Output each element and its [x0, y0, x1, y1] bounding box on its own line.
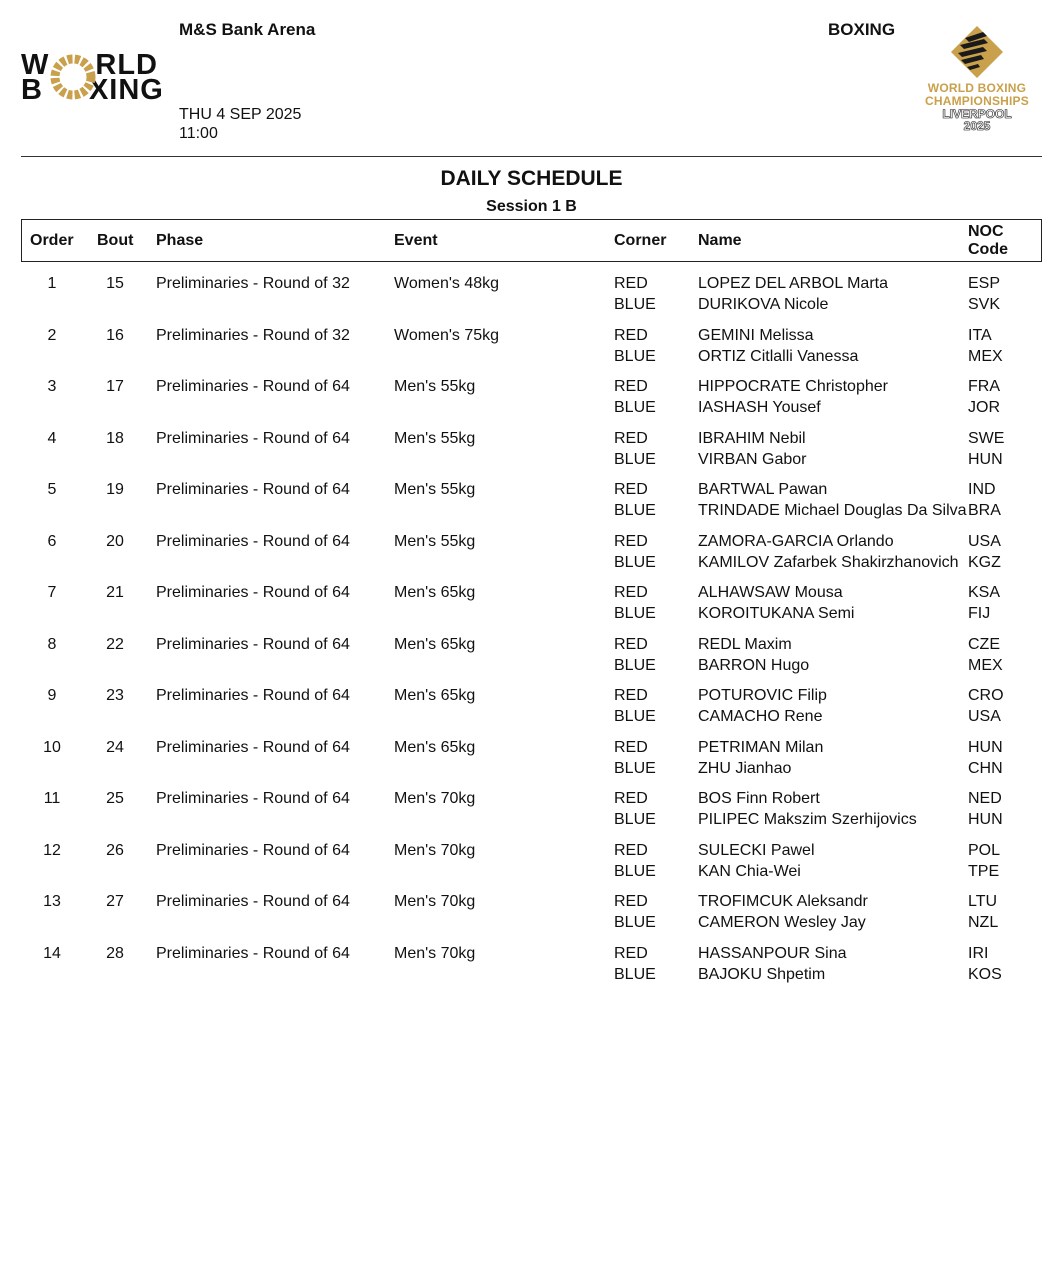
- column-header-noc-line2: Code: [968, 241, 1008, 258]
- column-header-event: Event: [394, 232, 438, 249]
- cell-red-noc: IRI: [968, 944, 989, 962]
- sport-name: BOXING: [828, 20, 896, 39]
- table-row: [0, 727, 1063, 779]
- cell-event: Men's 65kg: [394, 635, 476, 653]
- cell-red-name: REDL Maxim: [698, 635, 792, 653]
- cell-red-noc: SWE: [968, 429, 1005, 447]
- cell-red-corner: RED: [614, 326, 648, 344]
- cell-blue-name: IASHASH Yousef: [698, 399, 821, 416]
- cell-bout: 27: [106, 893, 124, 910]
- cell-order: 11: [43, 790, 61, 807]
- column-header-corner: Corner: [614, 232, 667, 249]
- cell-event: Men's 70kg: [394, 944, 476, 962]
- cell-blue-name: BAJOKU Shpetim: [698, 965, 826, 983]
- cell-blue-noc: JOR: [968, 399, 1000, 416]
- championships-logo: [918, 22, 1036, 132]
- cell-blue-noc: KGZ: [968, 553, 1001, 571]
- column-header-noc-line1: NOC: [968, 223, 1004, 240]
- column-header-order: Order: [30, 232, 74, 249]
- cell-order: 7: [47, 584, 57, 601]
- cell-bout: 21: [106, 584, 124, 601]
- cell-red-name: TROFIMCUK Aleksandr: [698, 893, 868, 910]
- cell-blue-noc: KOS: [968, 965, 1002, 983]
- cell-red-name: BARTWAL Pawan: [698, 481, 828, 498]
- cell-blue-noc: HUN: [968, 450, 1003, 468]
- cell-red-noc: FRA: [968, 378, 1000, 395]
- cell-phase: Preliminaries - Round of 64: [156, 481, 350, 498]
- schedule-date: THU 4 SEP 2025: [179, 106, 302, 123]
- championships-city: LIVERPOOL: [942, 107, 1012, 121]
- diamond-stripes-icon: [947, 22, 1007, 82]
- cell-event: Men's 55kg: [394, 481, 476, 498]
- cell-event: Men's 65kg: [394, 584, 476, 601]
- table-row: [0, 675, 1063, 727]
- cell-red-corner: RED: [614, 584, 648, 601]
- cell-red-name: GEMINI Melissa: [698, 326, 814, 344]
- cell-red-corner: RED: [614, 893, 648, 910]
- cell-red-corner: RED: [614, 481, 648, 498]
- cell-blue-corner: BLUE: [614, 759, 656, 777]
- cell-order: 3: [47, 378, 57, 395]
- table-row: [0, 263, 1063, 315]
- world-boxing-logo: [21, 49, 181, 106]
- page-title: DAILY SCHEDULE: [440, 167, 623, 190]
- venue-name: M&S Bank Arena: [179, 20, 316, 39]
- cell-blue-name: DURIKOVA Nicole: [698, 296, 829, 313]
- cell-phase: Preliminaries - Round of 64: [156, 893, 350, 910]
- cell-blue-corner: BLUE: [614, 862, 656, 880]
- cell-order: 5: [47, 481, 57, 498]
- cell-red-noc: USA: [968, 532, 1001, 550]
- cell-blue-corner: BLUE: [614, 708, 656, 725]
- cell-blue-noc: TPE: [968, 862, 1000, 880]
- cell-bout: 19: [106, 481, 124, 498]
- cell-event: Women's 48kg: [394, 275, 500, 292]
- cell-red-name: HASSANPOUR Sina: [698, 944, 847, 962]
- cell-red-name: HIPPOCRATE Christopher: [698, 378, 888, 395]
- cell-order: 4: [47, 429, 57, 447]
- column-header-bout: Bout: [97, 232, 134, 249]
- table-header: [21, 219, 1042, 262]
- cell-phase: Preliminaries - Round of 32: [156, 326, 350, 344]
- cell-order: 2: [47, 326, 57, 344]
- cell-red-name: PETRIMAN Milan: [698, 738, 824, 756]
- cell-bout: 22: [106, 635, 124, 653]
- cell-blue-name: KAMILOV Zafarbek Shakirzhanovich: [698, 553, 959, 571]
- cell-phase: Preliminaries - Round of 64: [156, 687, 350, 704]
- cell-blue-name: ORTIZ Citlalli Vanessa: [698, 347, 859, 365]
- cell-order: 12: [43, 841, 61, 859]
- cell-event: Men's 55kg: [394, 429, 476, 447]
- table-row: [0, 418, 1063, 470]
- session-title: Session 1 B: [486, 198, 577, 215]
- cell-red-name: IBRAHIM Nebil: [698, 429, 806, 447]
- cell-blue-corner: BLUE: [614, 450, 656, 468]
- cell-red-corner: RED: [614, 429, 648, 447]
- cell-red-corner: RED: [614, 532, 648, 550]
- cell-blue-name: TRINDADE Michael Douglas Da Silva: [698, 502, 967, 519]
- cell-bout: 28: [106, 944, 124, 962]
- cell-order: 14: [43, 944, 61, 962]
- cell-order: 13: [43, 893, 61, 910]
- cell-blue-corner: BLUE: [614, 811, 656, 828]
- cell-event: Men's 55kg: [394, 532, 476, 550]
- cell-blue-corner: BLUE: [614, 553, 656, 571]
- cell-blue-name: PILIPEC Makszim Szerhijovics: [698, 811, 917, 828]
- cell-order: 8: [47, 635, 57, 653]
- cell-bout: 15: [106, 275, 124, 292]
- championships-year: 2025: [963, 119, 991, 133]
- cell-red-noc: LTU: [968, 893, 998, 910]
- cell-red-noc: ESP: [968, 275, 1001, 292]
- cell-blue-corner: BLUE: [614, 965, 656, 983]
- table-row: [0, 830, 1063, 882]
- cell-red-name: BOS Finn Robert: [698, 790, 820, 807]
- column-header-noc: [968, 223, 1008, 259]
- championships-line2: CHAMPIONSHIPS: [925, 94, 1029, 108]
- cell-red-corner: RED: [614, 378, 648, 395]
- logo-letters-rld: RLD: [95, 49, 158, 81]
- cell-event: Men's 55kg: [394, 378, 476, 395]
- logo-letters-xing: XING: [88, 74, 164, 106]
- cell-red-name: ZAMORA-GARCIA Orlando: [698, 532, 894, 550]
- table-row: [0, 778, 1063, 830]
- cell-order: 10: [43, 738, 61, 756]
- cell-red-noc: CZE: [968, 635, 1000, 653]
- cell-bout: 20: [106, 532, 124, 550]
- cell-red-noc: ITA: [968, 326, 992, 344]
- cell-blue-noc: MEX: [968, 656, 1003, 674]
- cell-red-corner: RED: [614, 790, 648, 807]
- cell-blue-noc: CHN: [968, 759, 1003, 777]
- cell-blue-corner: BLUE: [614, 399, 656, 416]
- column-header-name: Name: [698, 232, 742, 249]
- cell-event: Men's 65kg: [394, 738, 476, 756]
- cell-blue-name: BARRON Hugo: [698, 656, 810, 674]
- cell-phase: Preliminaries - Round of 64: [156, 944, 350, 962]
- table-row: [0, 933, 1063, 985]
- cell-blue-corner: BLUE: [614, 296, 656, 313]
- cell-red-corner: RED: [614, 687, 648, 704]
- cell-blue-corner: BLUE: [614, 656, 656, 674]
- cell-bout: 23: [106, 687, 124, 704]
- cell-blue-name: KAN Chia-Wei: [698, 862, 801, 880]
- cell-event: Men's 65kg: [394, 687, 476, 704]
- cell-red-corner: RED: [614, 841, 648, 859]
- cell-bout: 16: [106, 326, 124, 344]
- cell-blue-noc: USA: [968, 708, 1001, 725]
- cell-blue-noc: MEX: [968, 347, 1003, 365]
- table-row: [0, 624, 1063, 676]
- cell-blue-corner: BLUE: [614, 347, 656, 365]
- cell-red-corner: RED: [614, 275, 648, 292]
- logo-letter-b: B: [21, 74, 43, 106]
- cell-blue-noc: BRA: [968, 502, 1001, 519]
- cell-phase: Preliminaries - Round of 32: [156, 275, 350, 292]
- table-row: [0, 521, 1063, 573]
- cell-red-corner: RED: [614, 635, 648, 653]
- cell-red-noc: HUN: [968, 738, 1003, 756]
- cell-phase: Preliminaries - Round of 64: [156, 532, 350, 550]
- table-row: [0, 315, 1063, 367]
- cell-bout: 26: [106, 841, 124, 859]
- table-row: [0, 366, 1063, 418]
- cell-blue-noc: NZL: [968, 914, 999, 931]
- cell-red-name: ALHAWSAW Mousa: [698, 584, 843, 601]
- header-divider: [21, 156, 1042, 157]
- cell-blue-name: ZHU Jianhao: [698, 759, 792, 777]
- cell-red-noc: IND: [968, 481, 996, 498]
- cell-red-corner: RED: [614, 738, 648, 756]
- cell-event: Women's 75kg: [394, 326, 500, 344]
- cell-phase: Preliminaries - Round of 64: [156, 378, 350, 395]
- cell-blue-noc: FIJ: [968, 605, 991, 622]
- cell-order: 1: [47, 275, 57, 292]
- logo-letter-w: W: [21, 49, 50, 81]
- cell-order: 6: [47, 532, 57, 550]
- table-row: [0, 881, 1063, 933]
- cell-phase: Preliminaries - Round of 64: [156, 584, 350, 601]
- schedule-time: 11:00: [179, 125, 218, 142]
- cell-red-corner: RED: [614, 944, 648, 962]
- cell-bout: 18: [106, 429, 124, 447]
- cell-phase: Preliminaries - Round of 64: [156, 790, 350, 807]
- cell-blue-noc: HUN: [968, 811, 1003, 828]
- cell-blue-name: VIRBAN Gabor: [698, 450, 807, 468]
- column-header-phase: Phase: [156, 232, 204, 249]
- cell-bout: 17: [106, 378, 124, 395]
- cell-red-name: LOPEZ DEL ARBOL Marta: [698, 275, 888, 292]
- cell-bout: 24: [106, 738, 124, 756]
- cell-blue-name: CAMACHO Rene: [698, 708, 823, 725]
- cell-blue-name: KOROITUKANA Semi: [698, 605, 855, 622]
- table-row: [0, 572, 1063, 624]
- cell-blue-noc: SVK: [968, 296, 1001, 313]
- table-row: [0, 469, 1063, 521]
- cell-event: Men's 70kg: [394, 841, 476, 859]
- cell-red-name: SULECKI Pawel: [698, 841, 815, 859]
- cell-blue-corner: BLUE: [614, 502, 656, 519]
- championships-line1: WORLD BOXING: [927, 81, 1027, 95]
- cell-red-noc: POL: [968, 841, 1001, 859]
- cell-blue-name: CAMERON Wesley Jay: [698, 914, 866, 931]
- cell-red-noc: KSA: [968, 584, 1001, 601]
- cell-red-noc: NED: [968, 790, 1002, 807]
- cell-phase: Preliminaries - Round of 64: [156, 429, 350, 447]
- cell-red-noc: CRO: [968, 687, 1004, 704]
- cell-red-name: POTUROVIC Filip: [698, 687, 827, 704]
- cell-phase: Preliminaries - Round of 64: [156, 635, 350, 653]
- ring-icon: [48, 52, 98, 102]
- cell-blue-corner: BLUE: [614, 914, 656, 931]
- cell-phase: Preliminaries - Round of 64: [156, 738, 350, 756]
- cell-blue-corner: BLUE: [614, 605, 656, 622]
- cell-event: Men's 70kg: [394, 790, 476, 807]
- cell-phase: Preliminaries - Round of 64: [156, 841, 350, 859]
- cell-order: 9: [47, 687, 57, 704]
- cell-bout: 25: [106, 790, 124, 807]
- cell-event: Men's 70kg: [394, 893, 476, 910]
